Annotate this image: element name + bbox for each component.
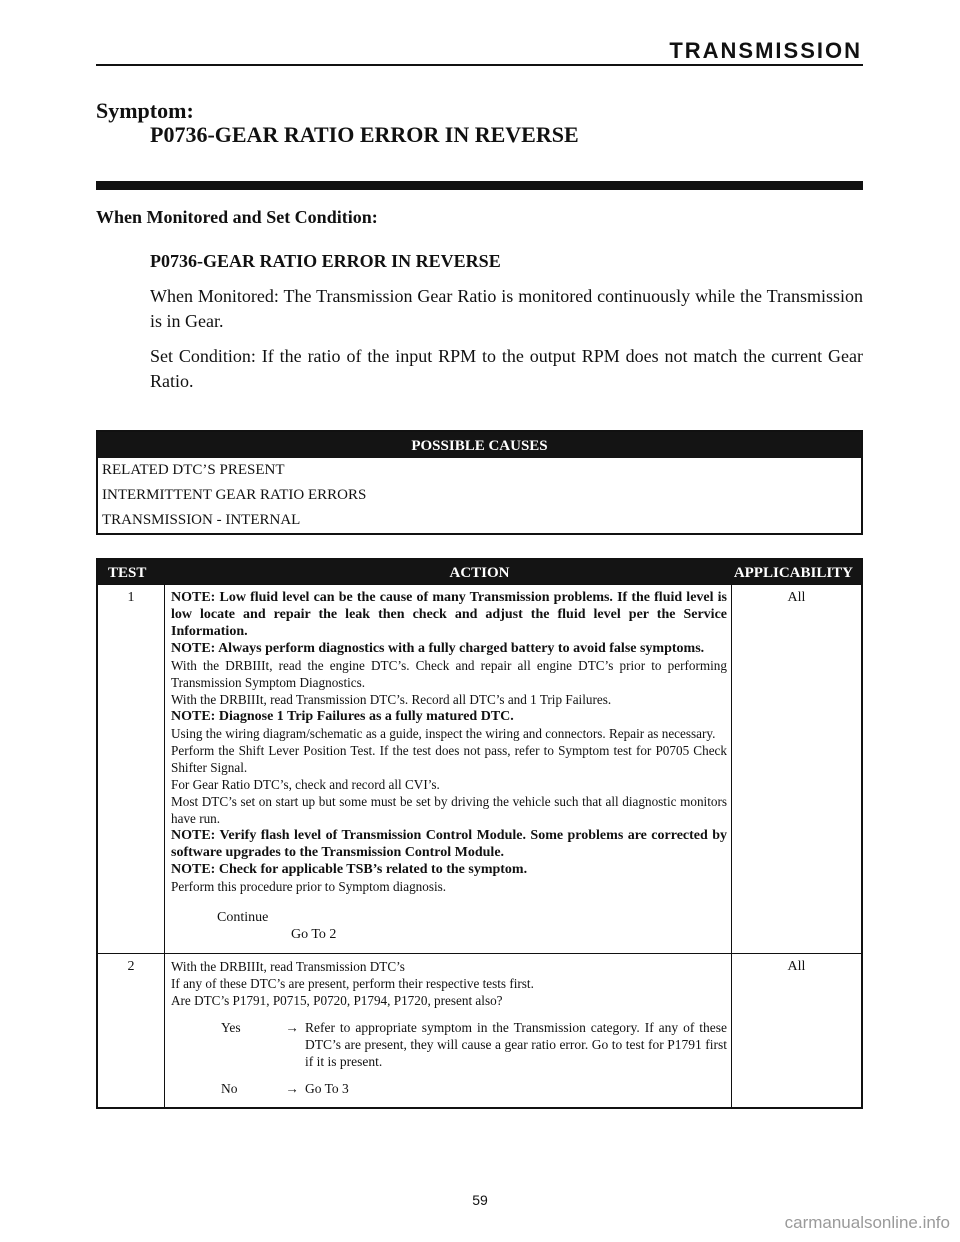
action-line: With the DRBIIIt, read Transmission DTC’s	[171, 959, 405, 974]
yes-label: Yes	[221, 1020, 241, 1035]
header-applicability: APPLICABILITY	[733, 565, 853, 581]
action-line: Using the wiring diagram/schematic as a guide, inspect the wiring and connectors. Repair as necessary.	[171, 726, 716, 741]
no-answer	[171, 1080, 727, 1097]
action-line: Are DTC’s P1791, P0715, P0720, P1794, P1720, present also?	[171, 993, 503, 1008]
header-rule	[96, 64, 863, 66]
action-line: Perform this procedure prior to Symptom diagnosis.	[171, 879, 447, 894]
action-line: NOTE: Low fluid level can be the cause of many Transmission problems. If the fluid level is low locate and repair the leak then check and adjust the fluid level per the Service Information.	[171, 590, 727, 639]
conditions-code-title: P0736-GEAR RATIO ERROR IN REVERSE	[150, 251, 501, 271]
arrow-icon: →	[285, 1081, 299, 1096]
action-line: NOTE: Verify flash level of Transmission Control Module. Some problems are corrected by software upgrades to the Transmission Control Module.	[171, 828, 727, 860]
test-table-header	[98, 560, 861, 584]
possible-cause-item: INTERMITTENT GEAR RATIO ERRORS	[102, 487, 367, 503]
conditions-block	[150, 249, 863, 404]
set-condition-text: Set Condition: If the ratio of the input RPM to the output RPM does not match the current Gear Ratio.	[150, 346, 863, 391]
page-header-title: TRANSMISSION	[669, 38, 862, 63]
possible-cause-item: RELATED DTC’S PRESENT	[102, 462, 285, 478]
page-number: 59	[472, 1192, 488, 1208]
possible-cause-item: TRANSMISSION - INTERNAL	[102, 512, 301, 528]
header-test: TEST	[108, 565, 147, 581]
test-number: 1	[98, 585, 165, 953]
test-applicability: All	[787, 590, 806, 605]
action-line: NOTE: Check for applicable TSB’s related to the symptom.	[171, 862, 528, 877]
action-line: With the DRBIIIt, read the engine DTC’s. Check and repair all engine DTC’s prior to performing Transmission Symptom Diagnostics.	[171, 658, 727, 690]
action-line: NOTE: Always perform diagnostics with a fully charged battery to avoid false symptoms.	[171, 641, 705, 656]
action-line: Most DTC’s set on start up but some must be set by driving the vehicle such that all diagnostic monitors have run.	[171, 794, 727, 826]
action-line: For Gear Ratio DTC’s, check and record all CVI’s.	[171, 777, 440, 792]
continue-label: Continue	[217, 910, 269, 925]
conditions-heading: When Monitored and Set Condition:	[96, 207, 378, 227]
action-line: Perform the Shift Lever Position Test. If the test does not pass, refer to Symptom test for P0705 Check Shifter Signal.	[171, 743, 727, 775]
table-row	[98, 953, 861, 1107]
arrow-icon: →	[285, 1020, 299, 1035]
test-table	[96, 558, 863, 1109]
watermark: carmanualsonline.info	[784, 1213, 950, 1232]
no-text: Go To 3	[305, 1081, 349, 1096]
symptom-title: P0736-GEAR RATIO ERROR IN REVERSE	[150, 122, 579, 147]
no-label: No	[221, 1081, 238, 1096]
when-monitored-text: When Monitored: The Transmission Gear Ratio is monitored continuously while the Transmission is in Gear.	[150, 286, 863, 331]
symptom-label: Symptom:	[96, 98, 194, 123]
yes-text: Refer to appropriate symptom in the Transmission category. If any of these DTC’s are present, they will cause a gear ratio error. Go to test for P1791 first if it is present.	[305, 1020, 727, 1069]
possible-causes-table	[96, 430, 863, 535]
yes-answer	[171, 1019, 727, 1070]
table-row	[98, 584, 861, 953]
possible-causes-heading: POSSIBLE CAUSES	[98, 432, 861, 458]
action-line: If any of these DTC’s are present, perform their respective tests first.	[171, 976, 534, 991]
section-divider	[96, 181, 863, 190]
action-line: With the DRBIIIt, read Transmission DTC’s. Record all DTC’s and 1 Trip Failures.	[171, 692, 612, 707]
test-action	[165, 954, 732, 1107]
goto-instruction: Go To 2	[291, 927, 337, 942]
test-action	[165, 585, 732, 953]
test-applicability: All	[787, 959, 806, 974]
action-line: NOTE: Diagnose 1 Trip Failures as a fully matured DTC.	[171, 709, 514, 724]
test-number: 2	[98, 954, 165, 1107]
header-action: ACTION	[449, 565, 510, 581]
